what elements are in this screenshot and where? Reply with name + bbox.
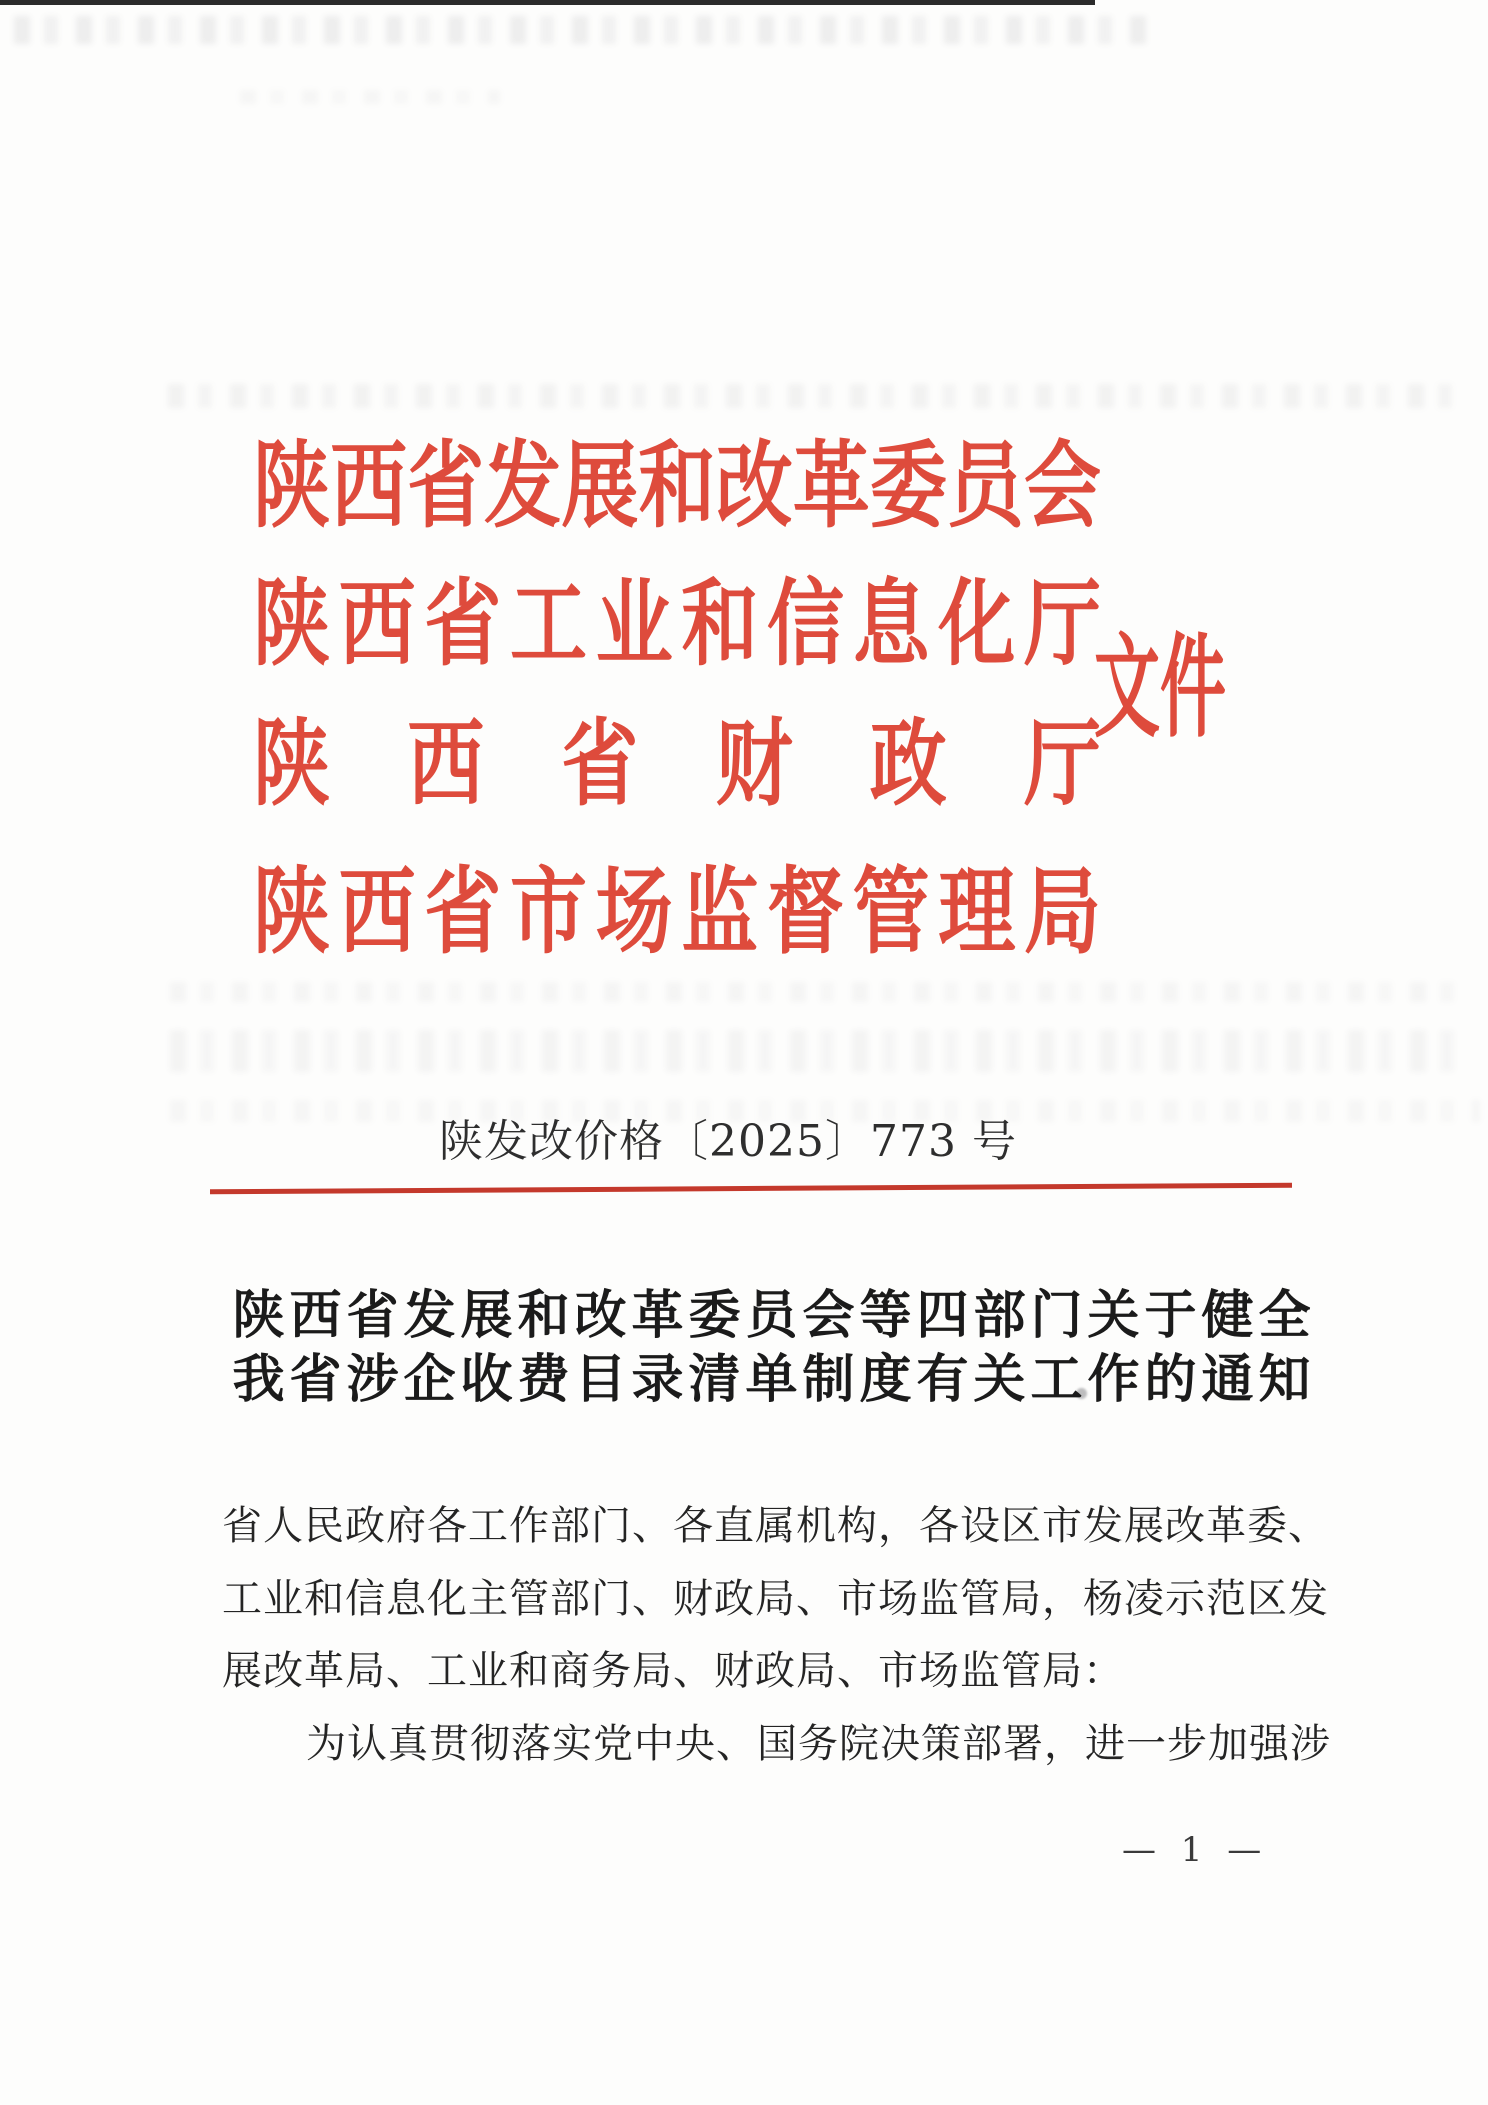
bleed-through-artifact <box>170 982 1460 1002</box>
title-line-2: 我省涉企收费目录清单制度有关工作的通知 <box>232 1350 1316 1410</box>
document-suffix-label: 文件 <box>1094 620 1226 754</box>
body-line-2: 工业和信息化主管部门、财政局、市场监管局，杨凌示范区发 <box>222 1575 1329 1622</box>
red-separator-line <box>210 1183 1292 1195</box>
body-line-3: 展改革局、工业和商务局、财政局、市场监管局： <box>222 1648 1124 1694</box>
bleed-through-artifact <box>14 16 1154 44</box>
document-reference-number: 陕发改价格〔2025〕773 号 <box>439 1116 1017 1167</box>
page-number: — 1 — <box>1122 1830 1269 1870</box>
scan-edge-artifact <box>0 0 1095 5</box>
bleed-through-artifact <box>168 384 1468 408</box>
agency-name-line-1: 陕西省发展和改革委员会 <box>253 431 1101 542</box>
agency-name-line-2: 陕西省工业和信息化厅 <box>253 569 1101 680</box>
body-line-4: 为认真贯彻落实党中央、国务院决策部署，进一步加强涉 <box>306 1720 1331 1767</box>
document-title <box>30 1284 1488 1412</box>
body-line-1: 省人民政府各工作部门、各直属机构，各设区市发展改革委、 <box>222 1503 1329 1549</box>
bleed-through-artifact <box>240 90 500 104</box>
agency-name-line-4: 陕西省市场监督管理局 <box>253 857 1101 968</box>
agency-name-line-3: 陕西省财政厅 <box>253 709 1101 820</box>
document-body <box>222 1490 1331 1780</box>
bleed-through-artifact <box>170 1030 1470 1072</box>
title-line-1: 陕西省发展和改革委员会等四部门关于健全 <box>232 1286 1316 1346</box>
